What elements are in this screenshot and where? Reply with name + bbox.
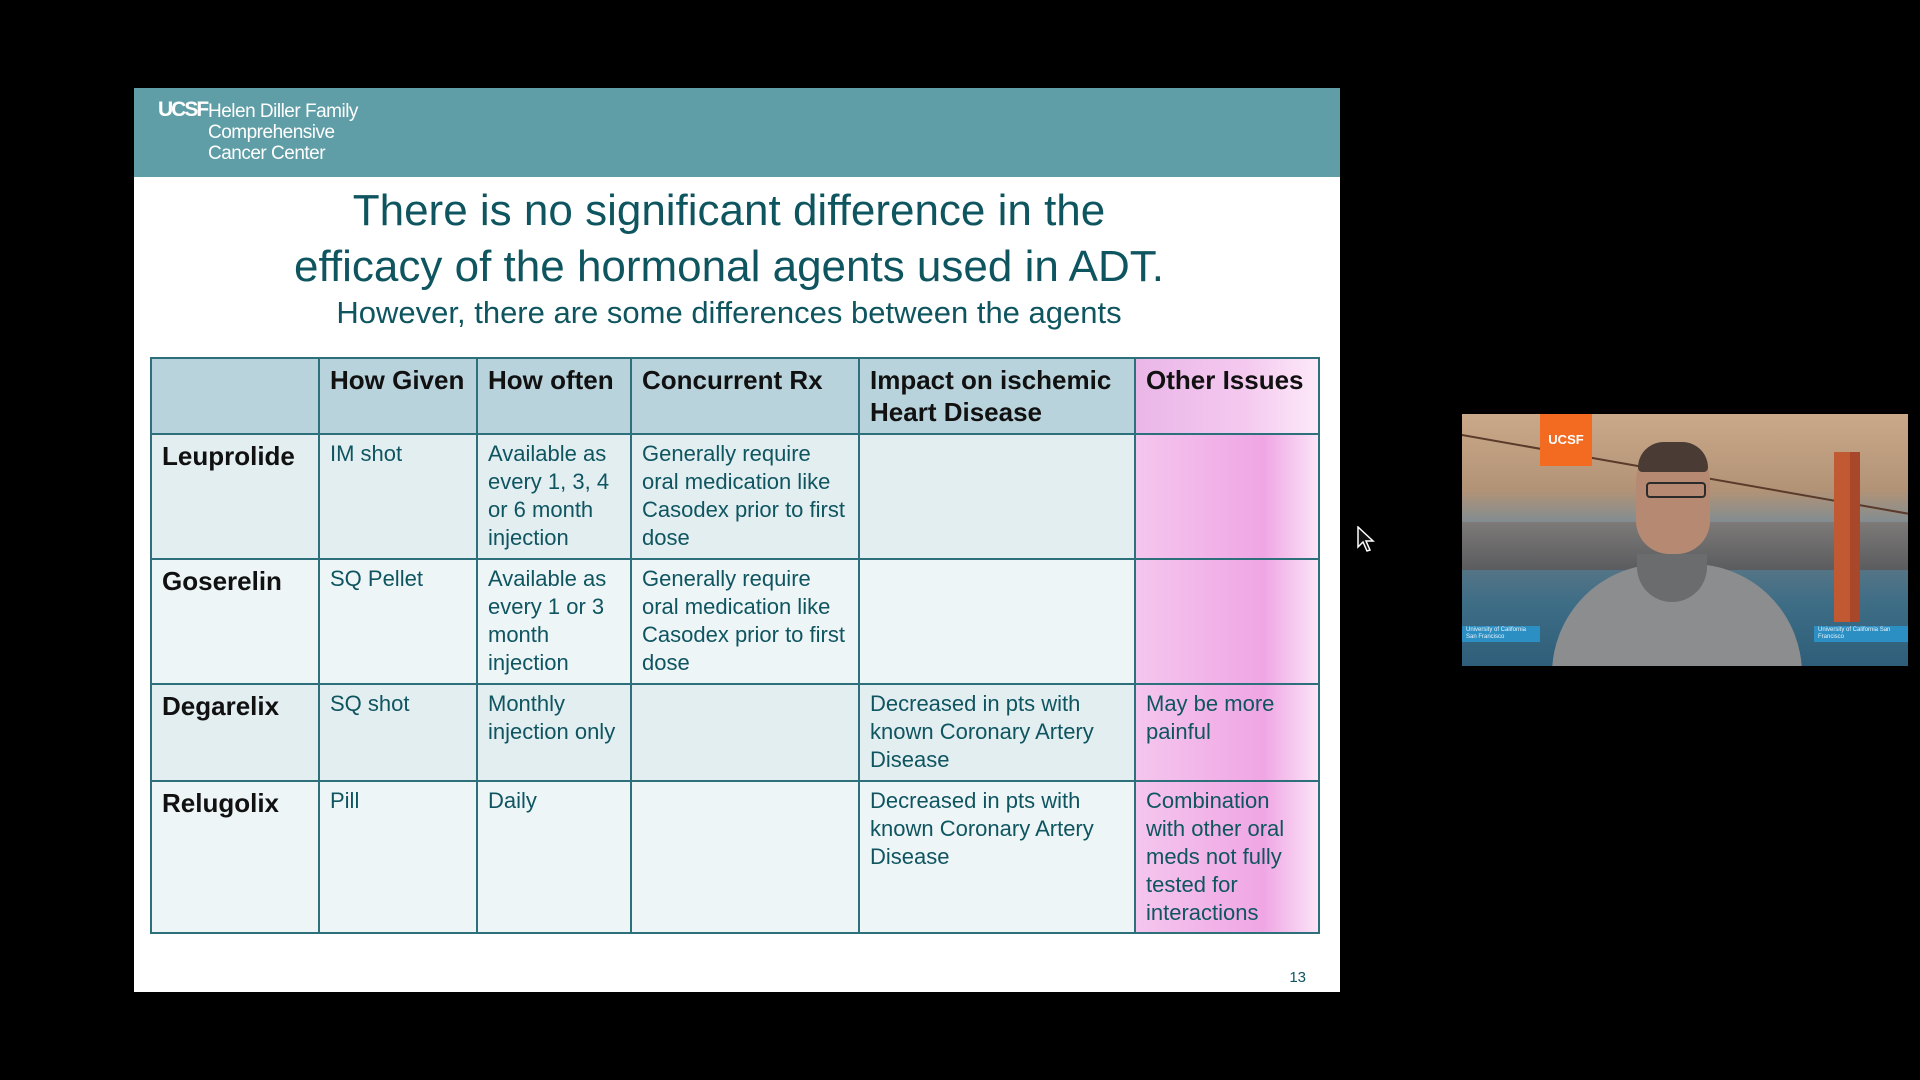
slide-title-line: efficacy of the hormonal agents used in ADT. (294, 242, 1164, 291)
speaker-hair (1638, 442, 1708, 472)
org-name-line: Helen Diller Family (208, 101, 358, 122)
slide-title (134, 183, 1324, 295)
slide-header-bar (134, 88, 1340, 177)
slide-title-line: There is no significant difference in the (352, 186, 1106, 235)
table-cell: Decreased in pts with known Coronary Artery Disease (859, 684, 1135, 781)
table-row (151, 781, 1319, 933)
table-cell: SQ Pellet (319, 559, 477, 684)
table-cell: Monthly injection only (477, 684, 631, 781)
table-cell (1135, 434, 1319, 559)
agent-name-cell: Relugolix (151, 781, 319, 933)
header-cell: How often (477, 358, 631, 434)
org-name-line: Cancer Center (208, 143, 326, 164)
table-cell: Decreased in pts with known Coronary Artery Disease (859, 781, 1135, 933)
video-lower-right-banner: University of California San Francisco (1814, 626, 1908, 642)
header-cell: Impact on ischemic Heart Disease (859, 358, 1135, 434)
slide-subtitle: However, there are some differences between the agents (336, 295, 1122, 330)
video-lower-left-banner: University of California San Francisco (1462, 626, 1540, 642)
header-cell (151, 358, 319, 434)
ucsf-logo-mark: UCSF (158, 98, 208, 121)
table-header-row (151, 358, 1319, 434)
table-cell: SQ shot (319, 684, 477, 781)
org-name-line: Comprehensive (208, 122, 335, 143)
bridge-tower (1850, 452, 1860, 622)
table-cell (859, 559, 1135, 684)
ucsf-badge-logo: UCSF (1540, 414, 1592, 466)
table-cell (631, 781, 859, 933)
presentation-slide (134, 88, 1340, 992)
speaker-video-thumbnail[interactable] (1462, 414, 1908, 666)
agents-table (150, 357, 1320, 934)
header-cell: How Given (319, 358, 477, 434)
table-cell (859, 434, 1135, 559)
agent-name-cell: Goserelin (151, 559, 319, 684)
table-cell: Daily (477, 781, 631, 933)
table-cell: IM shot (319, 434, 477, 559)
table-row (151, 434, 1319, 559)
speaker-glasses (1646, 482, 1706, 498)
table-cell: May be more painful (1135, 684, 1319, 781)
org-name (208, 101, 468, 164)
table-cell: Available as every 1, 3, 4 or 6 month injection (477, 434, 631, 559)
table-cell: Generally require oral medication like Casodex prior to first dose (631, 559, 859, 684)
slide-page-number: 13 (1289, 969, 1306, 986)
header-cell: Concurrent Rx (631, 358, 859, 434)
table-row (151, 559, 1319, 684)
agent-name-cell: Leuprolide (151, 434, 319, 559)
header-cell: Other Issues (1135, 358, 1319, 434)
table-cell (631, 684, 859, 781)
table-cell: Generally require oral medication like Casodex prior to first dose (631, 434, 859, 559)
agent-name-cell: Degarelix (151, 684, 319, 781)
table-cell: Pill (319, 781, 477, 933)
table-cell: Available as every 1 or 3 month injection (477, 559, 631, 684)
table-cell: Combination with other oral meds not fully tested for interactions (1135, 781, 1319, 933)
table-cell (1135, 559, 1319, 684)
mouse-cursor-icon (1356, 526, 1378, 554)
table-row (151, 684, 1319, 781)
